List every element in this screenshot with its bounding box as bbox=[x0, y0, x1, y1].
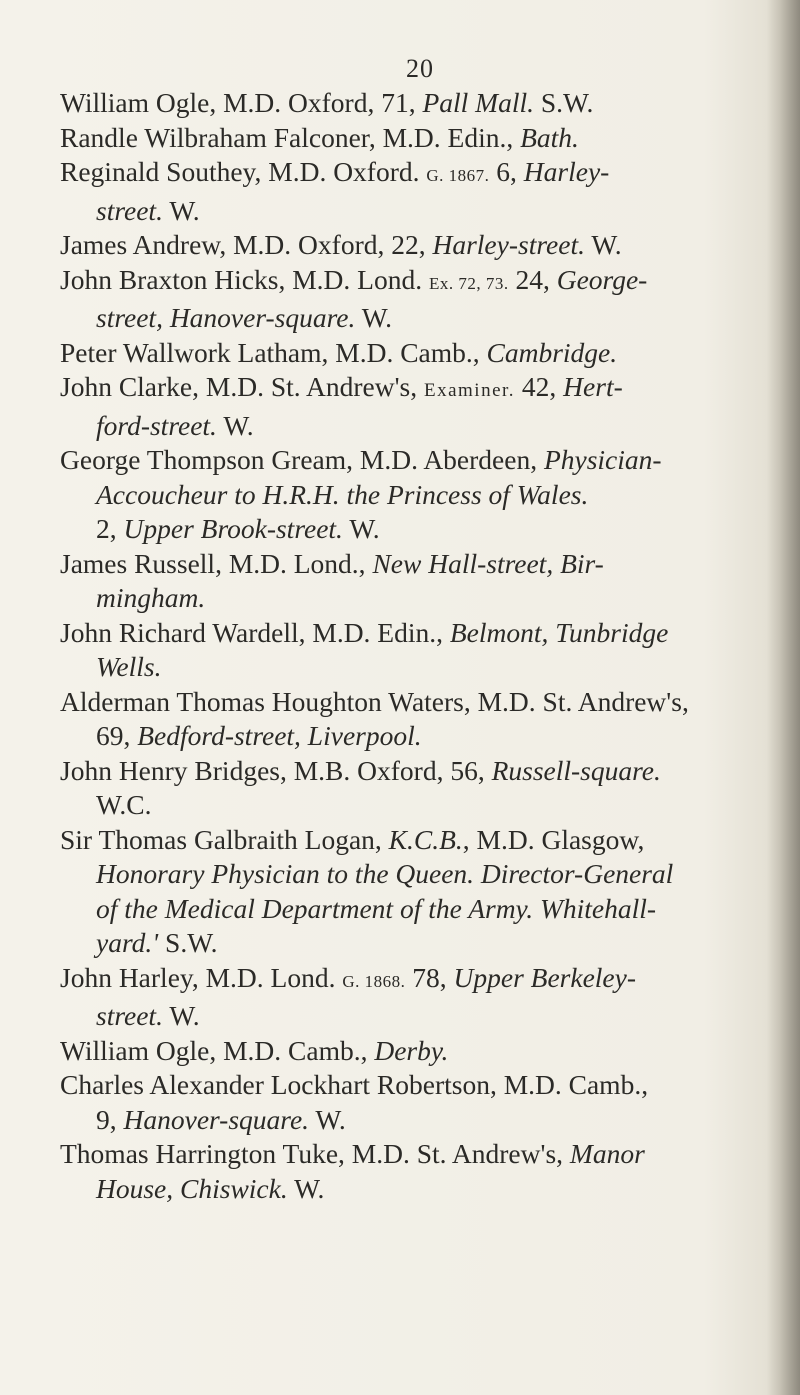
list-entry: Sir Thomas Galbraith Logan, K.C.B., M.D. Glasgow, Honorary Physician to the Queen. Director-General of the Medical Department of the Army. Whitehall- yard.' S.W. bbox=[60, 823, 674, 958]
list-entry: Charles Alexander Lockhart Robertson, M.D. Camb., 9, Hanover-square. W. bbox=[60, 1069, 649, 1135]
list-entry: John Harley, M.D. Lond. G. 1868. 78, Upper Berkeley- street. W. bbox=[60, 961, 636, 1031]
member-list bbox=[60, 86, 772, 1206]
list-entry: Reginald Southey, M.D. Oxford. G. 1867. 6, Harley- street. W. bbox=[60, 156, 610, 226]
list-entry: James Russell, M.D. Lond., New Hall-street, Bir- mingham. bbox=[60, 547, 604, 613]
list-entry: Thomas Harrington Tuke, M.D. St. Andrew's, Manor House, Chiswick. W. bbox=[60, 1138, 645, 1204]
list-entry: William Ogle, M.D. Camb., Derby. bbox=[60, 1034, 449, 1066]
list-entry: John Richard Wardell, M.D. Edin., Belmont, Tunbridge Wells. bbox=[60, 616, 669, 682]
list-entry: Peter Wallwork Latham, M.D. Camb., Cambridge. bbox=[60, 336, 618, 368]
list-entry: Randle Wilbraham Falconer, M.D. Edin., Bath. bbox=[60, 121, 579, 153]
list-entry: John Clarke, M.D. St. Andrew's, Examiner. 42, Hert- ford-street. W. bbox=[60, 371, 623, 441]
list-entry: William Ogle, M.D. Oxford, 71, Pall Mall. S.W. bbox=[60, 87, 594, 118]
list-entry: George Thompson Gream, M.D. Aberdeen, Physician- Accoucheur to H.R.H. the Princess of Wales. 2, Upper Brook-street. W. bbox=[60, 444, 662, 544]
list-entry: John Braxton Hicks, M.D. Lond. Ex. 72, 73. 24, George- street, Hanover-square. W. bbox=[60, 263, 648, 333]
list-entry: Alderman Thomas Houghton Waters, M.D. St. Andrew's, 69, Bedford-street, Liverpool. bbox=[60, 685, 689, 751]
list-entry: James Andrew, M.D. Oxford, 22, Harley-street. W. bbox=[60, 229, 622, 260]
list-entry: John Henry Bridges, M.B. Oxford, 56, Russell-square. W.C. bbox=[60, 754, 661, 820]
page-number: 20 bbox=[406, 54, 434, 83]
